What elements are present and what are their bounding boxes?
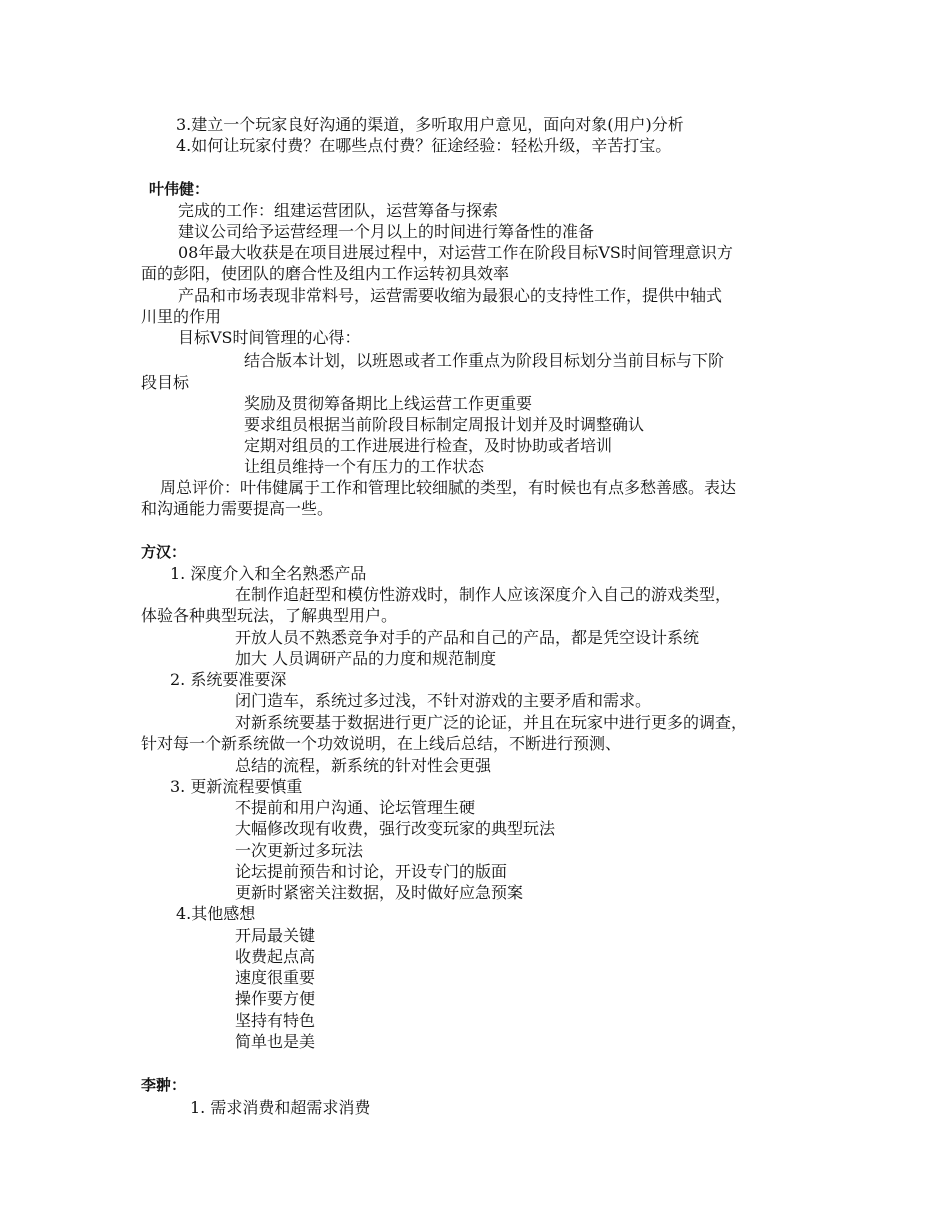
section-heading-li: 李翀： — [141, 1076, 187, 1094]
paragraph-line: 和沟通能力需要提高一些。 — [141, 499, 334, 518]
paragraph-line: 坚持有特色 — [235, 1011, 316, 1030]
paragraph-line: 大幅修改现有收费，强行改变玩家的典型玩法 — [235, 819, 556, 838]
paragraph-line: 闭门造车，系统过多过浅，不针对游戏的主要矛盾和需求。 — [235, 691, 652, 710]
paragraph-line: 周总评价：叶伟健属于工作和管理比较细腻的类型，有时候也有点多愁善感。表达 — [160, 478, 737, 497]
paragraph-line: 更新时紧密关注数据，及时做好应急预案 — [235, 883, 524, 902]
list-item: 1. 深度介入和全名熟悉产品 — [170, 564, 367, 583]
paragraph-line: 体验各种典型玩法，了解典型用户。 — [141, 606, 398, 625]
paragraph-line: 08年最大收获是在项目进展过程中，对运营工作在阶段目标VS时间管理意识方 — [178, 243, 733, 262]
paragraph-line: 不提前和用户沟通、论坛管理生硬 — [235, 798, 476, 817]
paragraph-line: 速度很重要 — [235, 968, 316, 987]
paragraph-line: 操作要方便 — [235, 989, 316, 1008]
paragraph-line: 面的彭阳，使团队的磨合性及组内工作运转初具效率 — [141, 264, 510, 283]
paragraph-line: 针对每一个新系统做一个功效说明，在上线后总结，不断进行预测、 — [141, 734, 622, 753]
paragraph-line: 让组员维持一个有压力的工作状态 — [244, 457, 485, 476]
paragraph-line: 开局最关键 — [235, 926, 316, 945]
paragraph-line: 结合版本计划，以班恩或者工作重点为阶段目标划分当前目标与下阶 — [244, 351, 725, 370]
section-heading-fang: 方汉： — [141, 543, 187, 561]
paragraph-line: 要求组员根据当前阶段目标制定周报计划并及时调整确认 — [244, 415, 645, 434]
paragraph-line: 产品和市场表现非常料号，运营需要收缩为最狠心的支持性工作，提供中轴式 — [178, 286, 723, 305]
paragraph-line: 完成的工作：组建运营团队，运营筹备与探索 — [178, 201, 499, 220]
paragraph-line: 收费起点高 — [235, 947, 316, 966]
paragraph-line: 加大 人员调研产品的力度和规范制度 — [235, 649, 497, 668]
section-heading-ye: 叶伟健： — [149, 180, 210, 198]
paragraph-line: 段目标 — [141, 373, 190, 392]
list-item: 2. 系统要准要深 — [170, 670, 287, 689]
list-item: 4.如何让玩家付费？在哪些点付费？征途经验：轻松升级，辛苦打宝。 — [176, 136, 672, 155]
paragraph-line: 目标VS时间管理的心得： — [178, 328, 361, 347]
list-item: 3. 更新流程要慎重 — [170, 777, 303, 796]
paragraph-line: 在制作追赶型和模仿性游戏时，制作人应该深度介入自己的游戏类型， — [235, 585, 732, 604]
paragraph-line: 简单也是美 — [235, 1032, 316, 1051]
list-item: 1. 需求消费和超需求消费 — [190, 1098, 371, 1117]
paragraph-line: 定期对组员的工作进展进行检查，及时协助或者培训 — [244, 436, 613, 455]
paragraph-line: 总结的流程，新系统的针对性会更强 — [235, 756, 492, 775]
list-item: 3.建立一个玩家良好沟通的渠道，多听取用户意见，面向对象(用户)分析 — [176, 115, 684, 134]
paragraph-line: 川里的作用 — [141, 307, 222, 326]
list-item: 4.其他感想 — [176, 904, 256, 923]
paragraph-line: 对新系统要基于数据进行更广泛的论证，并且在玩家中进行更多的调查， — [235, 713, 748, 732]
paragraph-line: 一次更新过多玩法 — [235, 841, 364, 860]
paragraph-line: 论坛提前预告和讨论，开设专门的版面 — [235, 862, 508, 881]
paragraph-line: 开放人员不熟悉竞争对手的产品和自己的产品，都是凭空设计系统 — [235, 628, 700, 647]
paragraph-line: 奖励及贯彻筹备期比上线运营工作更重要 — [244, 394, 533, 413]
paragraph-line: 建议公司给予运营经理一个月以上的时间进行筹备性的准备 — [178, 222, 595, 241]
